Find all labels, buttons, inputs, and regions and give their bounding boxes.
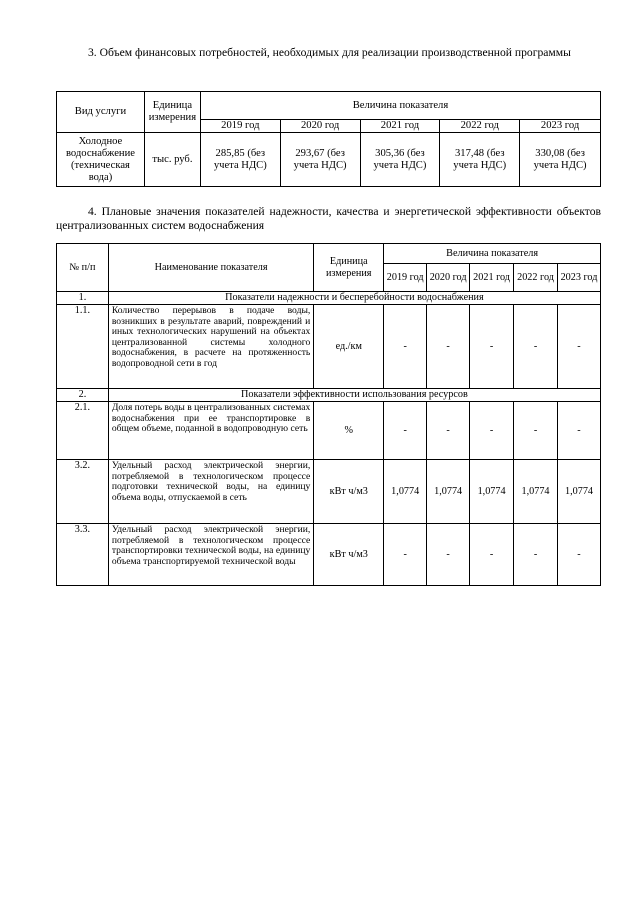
service-cell: Холодное водоснабжение (техническая вода) <box>57 133 145 187</box>
year-header: 2021 год <box>470 264 514 292</box>
value-cell: 285,85 (без учета НДС) <box>200 133 280 187</box>
value-cell: - <box>557 305 600 389</box>
value-cell: - <box>384 402 427 460</box>
row-number: 2.1. <box>57 402 109 460</box>
value-cell: 330,08 (без учета НДС) <box>520 133 601 187</box>
row-number: 3.3. <box>57 524 109 586</box>
value-cell: - <box>514 402 558 460</box>
financial-needs-table <box>56 91 601 187</box>
year-header: 2022 год <box>440 120 520 133</box>
value-cell: - <box>470 402 514 460</box>
header-name: Наименование показателя <box>108 244 313 292</box>
year-header: 2023 год <box>520 120 601 133</box>
value-cell: - <box>427 305 470 389</box>
unit-cell: кВт ч/м3 <box>314 460 384 524</box>
value-cell: 293,67 (без учета НДС) <box>280 133 360 187</box>
unit-cell: ед./км <box>314 305 384 389</box>
value-cell: 317,48 (без учета НДС) <box>440 133 520 187</box>
value-cell: - <box>470 524 514 586</box>
header-num: № п/п <box>57 244 109 292</box>
year-header: 2019 год <box>200 120 280 133</box>
value-cell: 1,0774 <box>384 460 427 524</box>
header-service: Вид услуги <box>57 92 145 133</box>
header-value: Величина показателя <box>384 244 601 264</box>
table-row <box>57 133 601 187</box>
value-cell: 305,36 (без учета НДС) <box>360 133 440 187</box>
table-row <box>57 460 601 524</box>
unit-cell: тыс. руб. <box>144 133 200 187</box>
section3-heading: 3. Объем финансовых потребностей, необходимых для реализации производственной программы <box>88 46 571 59</box>
value-cell: - <box>384 524 427 586</box>
header-value: Величина показателя <box>200 92 600 120</box>
value-cell: - <box>514 524 558 586</box>
unit-cell: кВт ч/м3 <box>314 524 384 586</box>
section-row <box>57 389 601 402</box>
value-cell: - <box>427 402 470 460</box>
header-unit: Единица измерения <box>144 92 200 133</box>
value-cell: 1,0774 <box>470 460 514 524</box>
section-title: Показатели эффективности использования ресурсов <box>108 389 600 402</box>
indicator-name: Доля потерь воды в централизованных системах водоснабжения при ее транспортировке в общем объеме, поданной в водопроводную сеть <box>108 402 313 460</box>
year-header: 2020 год <box>427 264 470 292</box>
year-header: 2021 год <box>360 120 440 133</box>
row-number: 2. <box>57 389 109 402</box>
value-cell: - <box>557 402 600 460</box>
section-row <box>57 292 601 305</box>
section-title: Показатели надежности и бесперебойности водоснабжения <box>108 292 600 305</box>
row-number: 3.2. <box>57 460 109 524</box>
year-header: 2023 год <box>557 264 600 292</box>
value-cell: - <box>427 524 470 586</box>
year-header: 2020 год <box>280 120 360 133</box>
indicator-name: Удельный расход электрической энергии, потребляемой в технологическом процессе подготовки технической воды, на единицу объема воды, отпускаемой в сеть <box>108 460 313 524</box>
unit-cell: % <box>314 402 384 460</box>
value-cell: - <box>384 305 427 389</box>
value-cell: - <box>557 524 600 586</box>
section4-heading: 4. Плановые значения показателей надежности, качества и энергетической эффективности объектов централизованных систем водоснабжения <box>56 205 601 232</box>
row-number: 1.1. <box>57 305 109 389</box>
year-header: 2022 год <box>514 264 558 292</box>
value-cell: 1,0774 <box>427 460 470 524</box>
header-unit: Единица измерения <box>314 244 384 292</box>
row-number: 1. <box>57 292 109 305</box>
year-header: 2019 год <box>384 264 427 292</box>
indicators-table <box>56 243 601 586</box>
value-cell: - <box>514 305 558 389</box>
value-cell: - <box>470 305 514 389</box>
indicator-name: Количество перерывов в подаче воды, возникших в результате аварий, повреждений и иных технологических нарушений на объектах централизованной системы холодного водоснабжения, в расчете на протяженность водопроводной сети в год <box>108 305 313 389</box>
indicator-name: Удельный расход электрической энергии, потребляемой в технологическом процессе транспортировки технической воды, на единицу объема транспортируемой технической воды <box>108 524 313 586</box>
value-cell: 1,0774 <box>557 460 600 524</box>
table-row <box>57 305 601 389</box>
table-row <box>57 524 601 586</box>
value-cell: 1,0774 <box>514 460 558 524</box>
table-row <box>57 402 601 460</box>
